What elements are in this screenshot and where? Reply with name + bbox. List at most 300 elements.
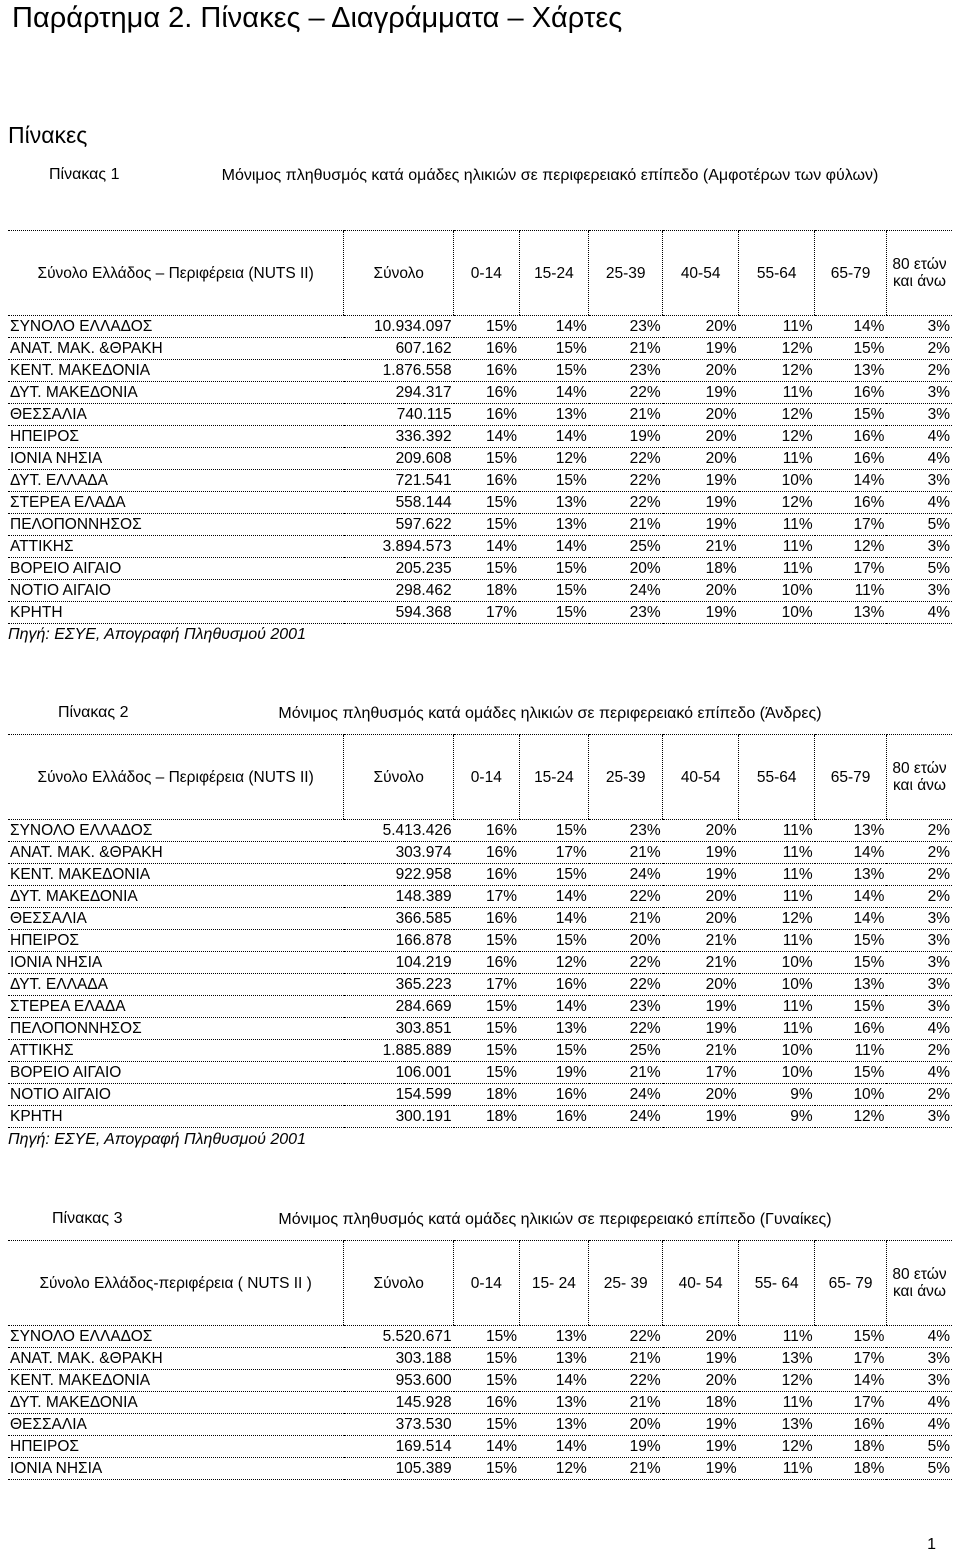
value-cell: 18%: [663, 1392, 739, 1414]
table-row: [8, 996, 952, 1018]
column-header-4: 25- 39: [589, 1241, 663, 1326]
table-1: [8, 230, 952, 624]
value-cell: 19%: [663, 470, 739, 492]
value-cell: 15%: [454, 1414, 519, 1436]
value-cell: 14%: [519, 1436, 589, 1458]
value-cell: 3%: [886, 580, 952, 602]
value-cell: 298.462: [344, 580, 454, 602]
value-cell: 15%: [454, 514, 519, 536]
value-cell: 13%: [815, 360, 887, 382]
region-cell: ΘΕΣΣΑΛΙΑ: [8, 1414, 344, 1436]
value-cell: 15%: [454, 1040, 519, 1062]
value-cell: 15%: [454, 996, 519, 1018]
value-cell: 13%: [519, 404, 589, 426]
column-header-4: 25-39: [589, 735, 663, 820]
value-cell: 15%: [454, 1458, 519, 1480]
region-cell: ΙΟΝΙΑ ΝΗΣΙΑ: [8, 1458, 344, 1480]
region-cell: ΑΝΑΤ. ΜΑΚ. &ΘΡΑΚΗ: [8, 842, 344, 864]
value-cell: 19%: [663, 492, 739, 514]
value-cell: 558.144: [344, 492, 454, 514]
value-cell: 104.219: [344, 952, 454, 974]
value-cell: 15%: [519, 470, 589, 492]
value-cell: 11%: [815, 580, 887, 602]
region-cell: ΚΕΝΤ. ΜΑΚΕΔΟΝΙΑ: [8, 360, 344, 382]
value-cell: 18%: [663, 558, 739, 580]
value-cell: 15%: [454, 316, 519, 338]
value-cell: 21%: [589, 514, 663, 536]
page-title: Παράρτημα 2. Πίνακες – Διαγράμματα – Χάρτες: [12, 2, 623, 34]
table-row: [8, 492, 952, 514]
value-cell: 303.974: [344, 842, 454, 864]
value-cell: 19%: [663, 842, 739, 864]
value-cell: 145.928: [344, 1392, 454, 1414]
value-cell: 19%: [663, 1106, 739, 1128]
value-cell: 15%: [454, 1348, 519, 1370]
value-cell: 105.389: [344, 1458, 454, 1480]
value-cell: 22%: [589, 886, 663, 908]
value-cell: 284.669: [344, 996, 454, 1018]
value-cell: 17%: [815, 514, 887, 536]
value-cell: 10%: [739, 974, 815, 996]
value-cell: 16%: [454, 404, 519, 426]
value-cell: 10%: [739, 470, 815, 492]
value-cell: 10%: [739, 1062, 815, 1084]
value-cell: 3%: [886, 930, 952, 952]
column-header-6: 55-64: [739, 735, 815, 820]
region-cell: ΚΕΝΤ. ΜΑΚΕΔΟΝΙΑ: [8, 864, 344, 886]
region-cell: ΣΤΕΡΕΑ ΕΛΑΔΑ: [8, 996, 344, 1018]
value-cell: 15%: [454, 1062, 519, 1084]
column-header-region: Σύνολο Ελλάδος – Περιφέρεια (NUTS II): [8, 735, 344, 820]
value-cell: 15%: [519, 602, 589, 624]
value-cell: 15%: [815, 404, 887, 426]
value-cell: 1.885.889: [344, 1040, 454, 1062]
value-cell: 24%: [589, 580, 663, 602]
region-cell: ΔΥΤ. ΕΛΛΑΔΑ: [8, 470, 344, 492]
value-cell: 15%: [454, 448, 519, 470]
table-header-row: [8, 1241, 952, 1326]
region-cell: ΑΤΤΙΚΗΣ: [8, 536, 344, 558]
table-header-row: [8, 231, 952, 316]
value-cell: 20%: [663, 886, 739, 908]
value-cell: 1.876.558: [344, 360, 454, 382]
value-cell: 2%: [886, 864, 952, 886]
value-cell: 11%: [739, 558, 815, 580]
value-cell: 15%: [815, 996, 887, 1018]
value-cell: 16%: [454, 382, 519, 404]
value-cell: 22%: [589, 448, 663, 470]
value-cell: 16%: [519, 974, 589, 996]
value-cell: 12%: [739, 1436, 815, 1458]
column-header-3: 15-24: [519, 231, 589, 316]
value-cell: 9%: [739, 1106, 815, 1128]
value-cell: 740.115: [344, 404, 454, 426]
column-header-6: 55-64: [739, 231, 815, 316]
table-row: [8, 908, 952, 930]
column-header-1: Σύνολο: [344, 1241, 454, 1326]
value-cell: 336.392: [344, 426, 454, 448]
table-row: [8, 974, 952, 996]
value-cell: 19%: [663, 602, 739, 624]
value-cell: 18%: [454, 1106, 519, 1128]
value-cell: 13%: [815, 864, 887, 886]
value-cell: 11%: [739, 316, 815, 338]
value-cell: 154.599: [344, 1084, 454, 1106]
value-cell: 15%: [815, 952, 887, 974]
value-cell: 2%: [886, 842, 952, 864]
value-cell: 16%: [815, 448, 887, 470]
value-cell: 721.541: [344, 470, 454, 492]
value-cell: 16%: [454, 820, 519, 842]
region-cell: ΔΥΤ. ΜΑΚΕΔΟΝΙΑ: [8, 1392, 344, 1414]
value-cell: 19%: [663, 1348, 739, 1370]
table-row: [8, 1084, 952, 1106]
value-cell: 11%: [739, 1018, 815, 1040]
value-cell: 21%: [589, 908, 663, 930]
value-cell: 12%: [519, 1458, 589, 1480]
value-cell: 19%: [663, 382, 739, 404]
column-header-4: 25-39: [589, 231, 663, 316]
region-cell: ΔΥΤ. ΜΑΚΕΔΟΝΙΑ: [8, 886, 344, 908]
value-cell: 16%: [454, 864, 519, 886]
value-cell: 22%: [589, 470, 663, 492]
value-cell: 20%: [589, 1414, 663, 1436]
region-cell: ΗΠΕΙΡΟΣ: [8, 1436, 344, 1458]
table-3-label: Πίνακας 3: [52, 1210, 123, 1227]
value-cell: 106.001: [344, 1062, 454, 1084]
value-cell: 14%: [519, 908, 589, 930]
value-cell: 19%: [663, 864, 739, 886]
column-header-5: 40- 54: [663, 1241, 739, 1326]
value-cell: 12%: [739, 404, 815, 426]
table-row: [8, 514, 952, 536]
value-cell: 16%: [815, 1018, 887, 1040]
column-header-1: Σύνολο: [344, 231, 454, 316]
value-cell: 19%: [519, 1062, 589, 1084]
value-cell: 4%: [886, 448, 952, 470]
section-title: Πίνακες: [8, 122, 88, 148]
column-header-region: Σύνολο Ελλάδος-περιφέρεια ( NUTS II ): [8, 1241, 344, 1326]
column-header-5: 40-54: [663, 231, 739, 316]
value-cell: 10%: [739, 1040, 815, 1062]
value-cell: 13%: [815, 820, 887, 842]
value-cell: 3%: [886, 382, 952, 404]
value-cell: 13%: [739, 1348, 815, 1370]
value-cell: 19%: [589, 1436, 663, 1458]
value-cell: 4%: [886, 426, 952, 448]
value-cell: 19%: [663, 514, 739, 536]
value-cell: 20%: [663, 908, 739, 930]
value-cell: 14%: [815, 842, 887, 864]
value-cell: 25%: [589, 536, 663, 558]
value-cell: 4%: [886, 1414, 952, 1436]
table-row: [8, 1436, 952, 1458]
value-cell: 3%: [886, 908, 952, 930]
table-row: [8, 470, 952, 492]
value-cell: 12%: [815, 1106, 887, 1128]
region-cell: ΒΟΡΕΙΟ ΑΙΓΑΙΟ: [8, 558, 344, 580]
value-cell: 17%: [454, 974, 519, 996]
value-cell: 14%: [519, 316, 589, 338]
value-cell: 953.600: [344, 1370, 454, 1392]
value-cell: 22%: [589, 492, 663, 514]
value-cell: 14%: [519, 1370, 589, 1392]
value-cell: 3%: [886, 316, 952, 338]
region-cell: ΝΟΤΙΟ ΑΙΓΑΙΟ: [8, 1084, 344, 1106]
value-cell: 12%: [739, 360, 815, 382]
value-cell: 20%: [663, 1326, 739, 1348]
table-row: [8, 1040, 952, 1062]
value-cell: 4%: [886, 1326, 952, 1348]
value-cell: 13%: [519, 492, 589, 514]
value-cell: 3%: [886, 996, 952, 1018]
value-cell: 4%: [886, 1392, 952, 1414]
value-cell: 11%: [739, 448, 815, 470]
value-cell: 2%: [886, 820, 952, 842]
value-cell: 2%: [886, 886, 952, 908]
value-cell: 20%: [663, 1084, 739, 1106]
value-cell: 16%: [454, 842, 519, 864]
column-header-8: 80 ετών και άνω: [886, 231, 952, 316]
value-cell: 11%: [739, 536, 815, 558]
value-cell: 13%: [519, 1018, 589, 1040]
region-cell: ΙΟΝΙΑ ΝΗΣΙΑ: [8, 448, 344, 470]
value-cell: 365.223: [344, 974, 454, 996]
value-cell: 23%: [589, 996, 663, 1018]
value-cell: 17%: [815, 1348, 887, 1370]
value-cell: 10.934.097: [344, 316, 454, 338]
value-cell: 16%: [454, 1392, 519, 1414]
value-cell: 15%: [519, 580, 589, 602]
value-cell: 11%: [739, 1392, 815, 1414]
value-cell: 11%: [739, 842, 815, 864]
value-cell: 3%: [886, 974, 952, 996]
value-cell: 9%: [739, 1084, 815, 1106]
value-cell: 5%: [886, 558, 952, 580]
table-row: [8, 952, 952, 974]
value-cell: 15%: [454, 1326, 519, 1348]
region-cell: ΑΝΑΤ. ΜΑΚ. &ΘΡΑΚΗ: [8, 338, 344, 360]
value-cell: 19%: [663, 1458, 739, 1480]
region-cell: ΒΟΡΕΙΟ ΑΙΓΑΙΟ: [8, 1062, 344, 1084]
value-cell: 15%: [815, 930, 887, 952]
value-cell: 21%: [589, 842, 663, 864]
value-cell: 14%: [815, 470, 887, 492]
value-cell: 4%: [886, 602, 952, 624]
value-cell: 15%: [519, 360, 589, 382]
value-cell: 11%: [739, 514, 815, 536]
value-cell: 14%: [454, 536, 519, 558]
value-cell: 14%: [815, 886, 887, 908]
region-cell: ΠΕΛΟΠΟΝΝΗΣΟΣ: [8, 514, 344, 536]
value-cell: 607.162: [344, 338, 454, 360]
region-cell: ΗΠΕΙΡΟΣ: [8, 930, 344, 952]
region-cell: ΚΕΝΤ. ΜΑΚΕΔΟΝΙΑ: [8, 1370, 344, 1392]
value-cell: 14%: [815, 316, 887, 338]
value-cell: 24%: [589, 864, 663, 886]
value-cell: 20%: [663, 426, 739, 448]
value-cell: 15%: [519, 864, 589, 886]
value-cell: 5.413.426: [344, 820, 454, 842]
value-cell: 15%: [519, 338, 589, 360]
table-row: [8, 558, 952, 580]
value-cell: 11%: [739, 930, 815, 952]
value-cell: 21%: [663, 952, 739, 974]
table-row: [8, 1348, 952, 1370]
value-cell: 17%: [519, 842, 589, 864]
region-cell: ΣΤΕΡΕΑ ΕΛΑΔΑ: [8, 492, 344, 514]
value-cell: 13%: [815, 602, 887, 624]
table-row: [8, 1062, 952, 1084]
value-cell: 15%: [519, 558, 589, 580]
value-cell: 15%: [815, 1062, 887, 1084]
value-cell: 15%: [454, 1018, 519, 1040]
value-cell: 14%: [519, 886, 589, 908]
value-cell: 205.235: [344, 558, 454, 580]
region-cell: ΠΕΛΟΠΟΝΝΗΣΟΣ: [8, 1018, 344, 1040]
table-row: [8, 580, 952, 602]
value-cell: 20%: [589, 930, 663, 952]
value-cell: 11%: [739, 886, 815, 908]
column-header-5: 40-54: [663, 735, 739, 820]
value-cell: 14%: [519, 382, 589, 404]
value-cell: 16%: [815, 1414, 887, 1436]
value-cell: 20%: [663, 448, 739, 470]
column-header-3: 15-24: [519, 735, 589, 820]
table-row: [8, 448, 952, 470]
value-cell: 17%: [454, 886, 519, 908]
region-cell: ΙΟΝΙΑ ΝΗΣΙΑ: [8, 952, 344, 974]
column-header-7: 65-79: [815, 735, 887, 820]
value-cell: 5.520.671: [344, 1326, 454, 1348]
region-cell: ΘΕΣΣΑΛΙΑ: [8, 908, 344, 930]
value-cell: 17%: [815, 558, 887, 580]
value-cell: 24%: [589, 1084, 663, 1106]
value-cell: 19%: [663, 1414, 739, 1436]
value-cell: 3%: [886, 536, 952, 558]
page-number: 1: [927, 1536, 936, 1553]
column-header-1: Σύνολο: [344, 735, 454, 820]
value-cell: 11%: [815, 1040, 887, 1062]
value-cell: 4%: [886, 492, 952, 514]
value-cell: 13%: [519, 1414, 589, 1436]
value-cell: 22%: [589, 382, 663, 404]
value-cell: 3%: [886, 1106, 952, 1128]
table-row: [8, 382, 952, 404]
value-cell: 14%: [454, 426, 519, 448]
value-cell: 11%: [739, 1326, 815, 1348]
value-cell: 22%: [589, 952, 663, 974]
value-cell: 21%: [589, 1348, 663, 1370]
value-cell: 17%: [454, 602, 519, 624]
table-row: [8, 930, 952, 952]
table-row: [8, 536, 952, 558]
table-row: [8, 820, 952, 842]
value-cell: 300.191: [344, 1106, 454, 1128]
value-cell: 15%: [454, 492, 519, 514]
value-cell: 20%: [663, 580, 739, 602]
value-cell: 16%: [454, 360, 519, 382]
value-cell: 2%: [886, 1040, 952, 1062]
value-cell: 5%: [886, 1436, 952, 1458]
value-cell: 20%: [663, 404, 739, 426]
value-cell: 294.317: [344, 382, 454, 404]
value-cell: 366.585: [344, 908, 454, 930]
value-cell: 12%: [519, 448, 589, 470]
value-cell: 16%: [815, 492, 887, 514]
region-cell: ΑΤΤΙΚΗΣ: [8, 1040, 344, 1062]
value-cell: 16%: [454, 470, 519, 492]
value-cell: 18%: [815, 1458, 887, 1480]
value-cell: 13%: [519, 1326, 589, 1348]
value-cell: 12%: [739, 338, 815, 360]
value-cell: 3%: [886, 470, 952, 492]
value-cell: 15%: [454, 930, 519, 952]
value-cell: 14%: [519, 426, 589, 448]
value-cell: 2%: [886, 1084, 952, 1106]
value-cell: 15%: [519, 820, 589, 842]
value-cell: 11%: [739, 1458, 815, 1480]
value-cell: 21%: [589, 338, 663, 360]
table-row: [8, 404, 952, 426]
table-row: [8, 1326, 952, 1348]
value-cell: 19%: [663, 338, 739, 360]
table-row: [8, 1392, 952, 1414]
value-cell: 21%: [663, 930, 739, 952]
value-cell: 19%: [663, 1436, 739, 1458]
table-row: [8, 316, 952, 338]
value-cell: 18%: [454, 1084, 519, 1106]
value-cell: 14%: [519, 996, 589, 1018]
value-cell: 209.608: [344, 448, 454, 470]
region-cell: ΘΕΣΣΑΛΙΑ: [8, 404, 344, 426]
value-cell: 20%: [589, 558, 663, 580]
column-header-6: 55- 64: [739, 1241, 815, 1326]
value-cell: 19%: [663, 1018, 739, 1040]
value-cell: 16%: [519, 1084, 589, 1106]
column-header-8: 80 ετών και άνω: [886, 735, 952, 820]
value-cell: 303.851: [344, 1018, 454, 1040]
region-cell: ΝΟΤΙΟ ΑΙΓΑΙΟ: [8, 580, 344, 602]
table-row: [8, 602, 952, 624]
value-cell: 25%: [589, 1040, 663, 1062]
value-cell: 12%: [815, 536, 887, 558]
value-cell: 597.622: [344, 514, 454, 536]
value-cell: 16%: [454, 952, 519, 974]
value-cell: 14%: [815, 908, 887, 930]
value-cell: 15%: [519, 1040, 589, 1062]
table-2-title: Μόνιμος πληθυσμός κατά ομάδες ηλικιών σε περιφερειακό επίπεδο (Άνδρες): [278, 705, 822, 722]
table-row: [8, 1458, 952, 1480]
value-cell: 20%: [663, 1370, 739, 1392]
region-cell: ΣΥΝΟΛΟ ΕΛΛΑΔΟΣ: [8, 1326, 344, 1348]
value-cell: 21%: [663, 536, 739, 558]
region-cell: ΚΡΗΤΗ: [8, 602, 344, 624]
table-row: [8, 338, 952, 360]
value-cell: 4%: [886, 1018, 952, 1040]
table-row: [8, 426, 952, 448]
value-cell: 10%: [739, 952, 815, 974]
value-cell: 922.958: [344, 864, 454, 886]
value-cell: 14%: [815, 1370, 887, 1392]
value-cell: 10%: [739, 580, 815, 602]
value-cell: 11%: [739, 382, 815, 404]
column-header-7: 65-79: [815, 231, 887, 316]
value-cell: 15%: [519, 930, 589, 952]
table-2: [8, 734, 952, 1128]
value-cell: 16%: [454, 908, 519, 930]
table-row: [8, 1106, 952, 1128]
